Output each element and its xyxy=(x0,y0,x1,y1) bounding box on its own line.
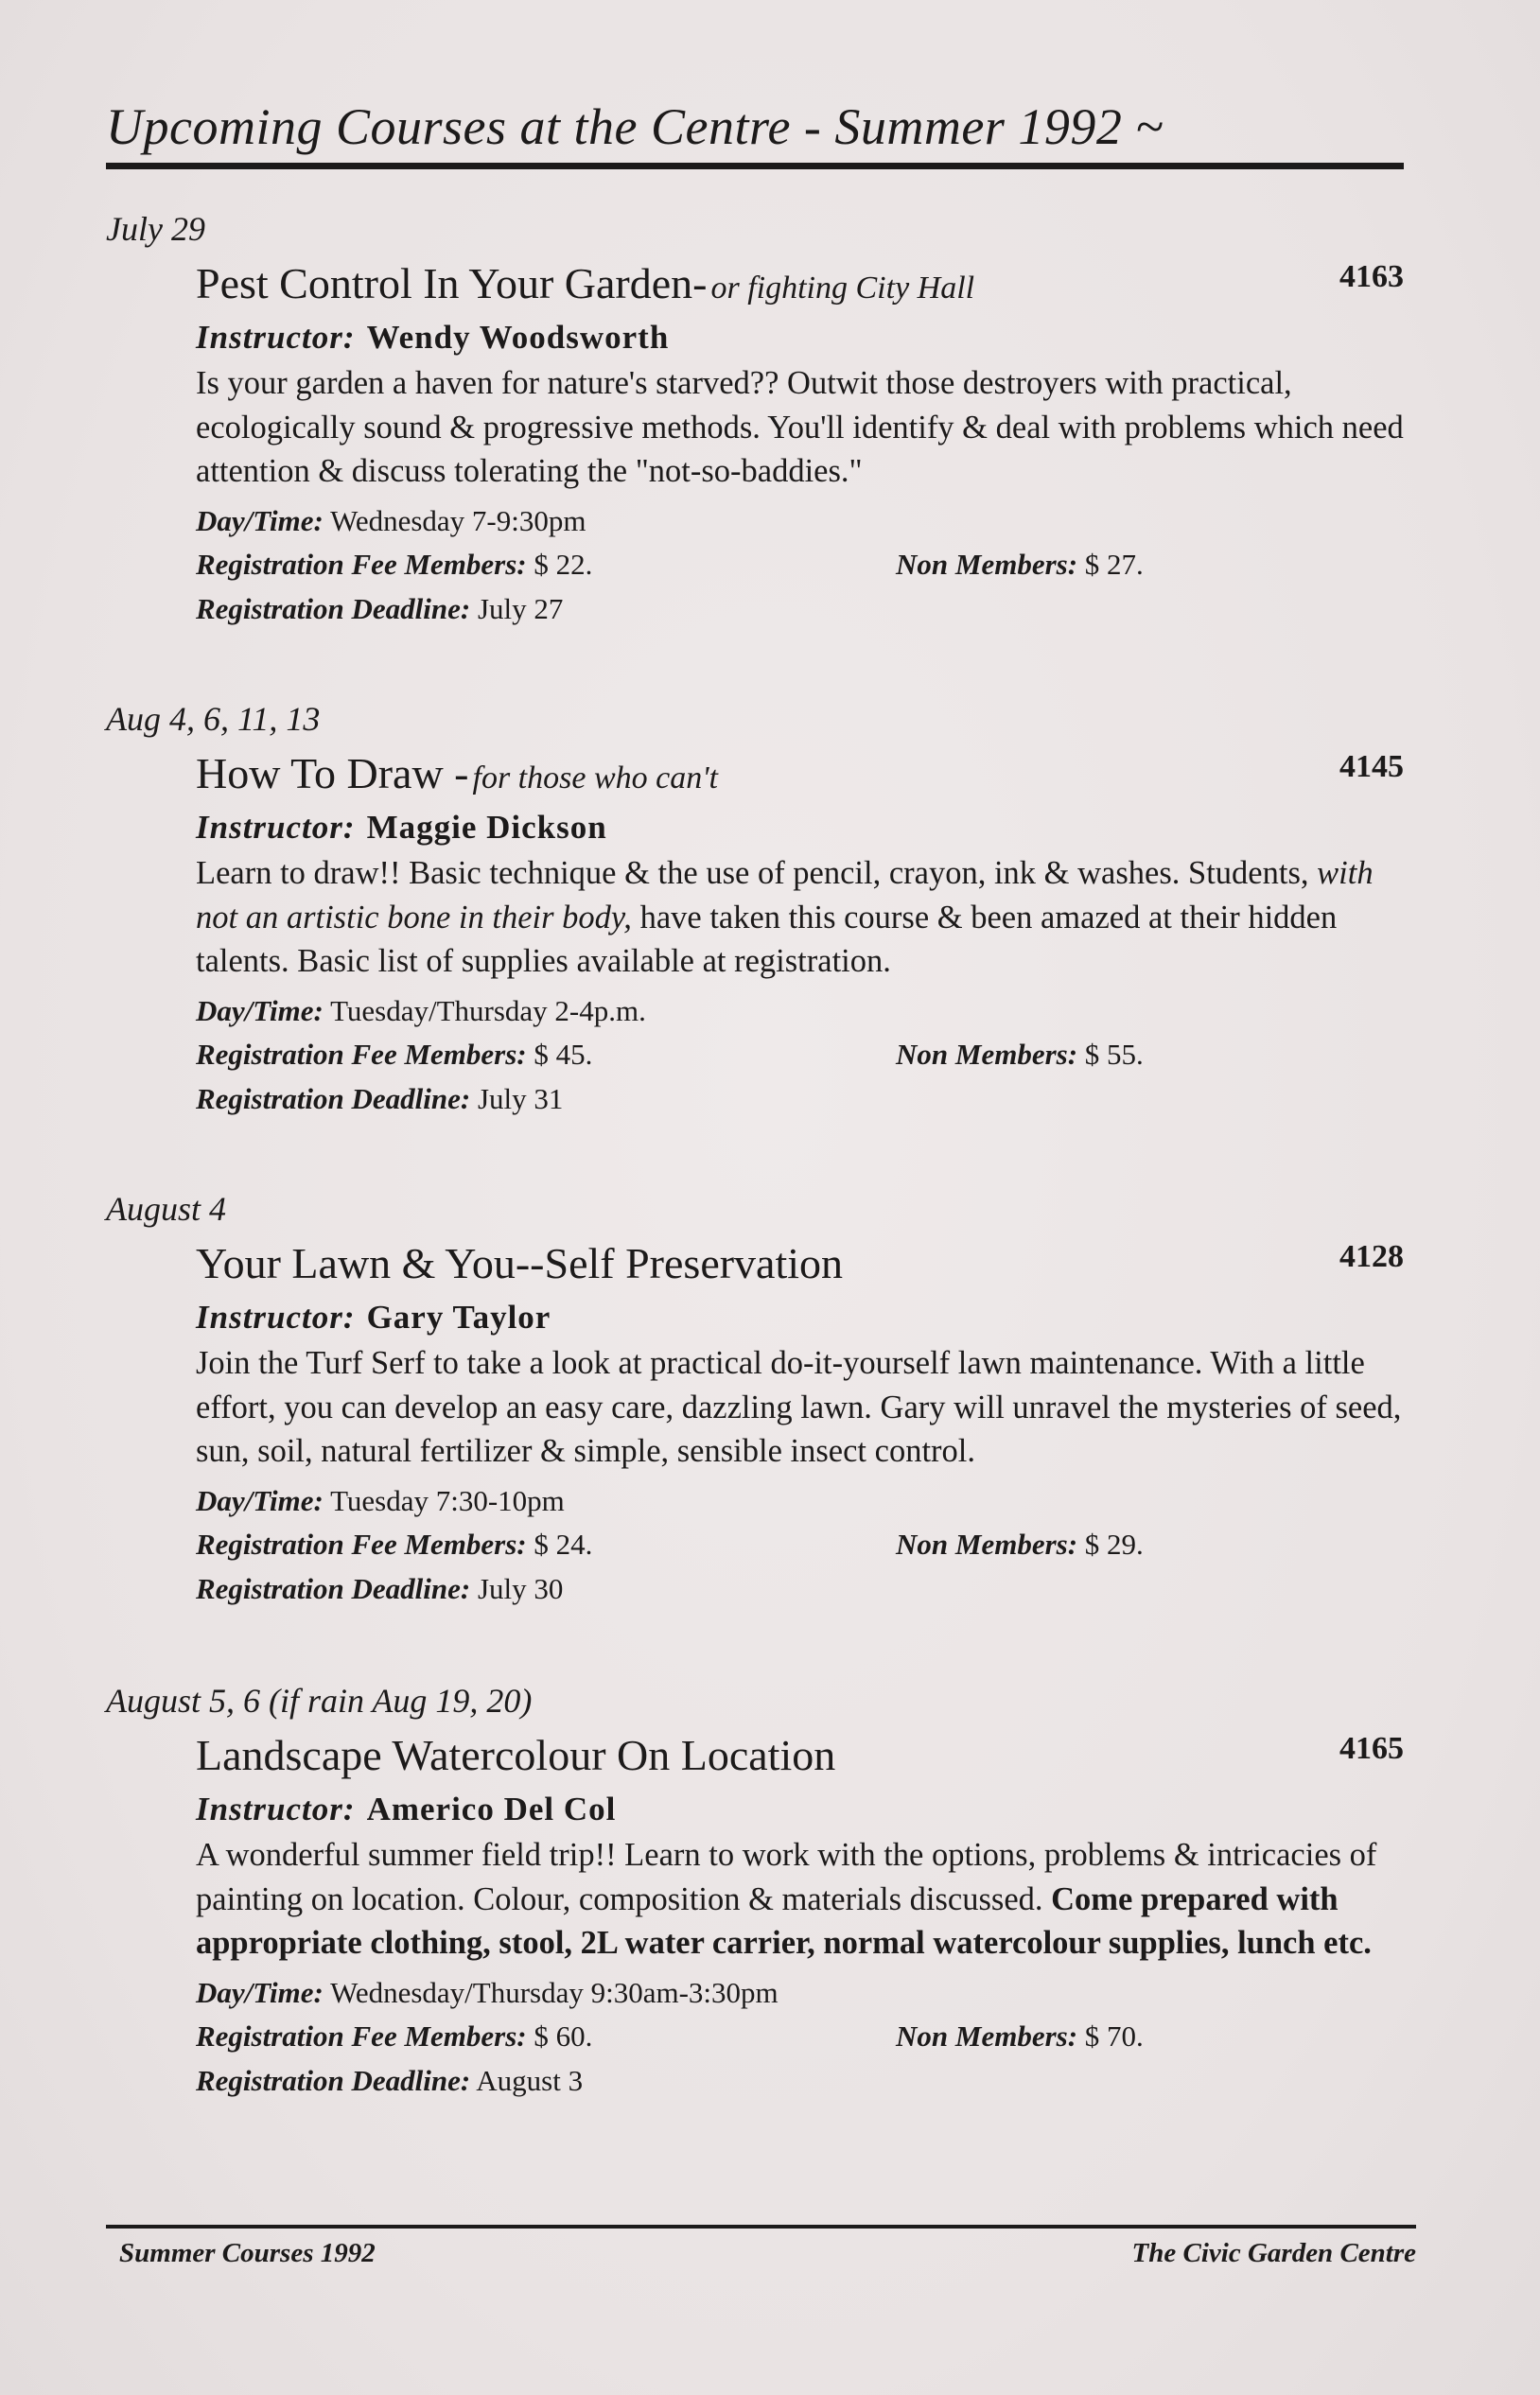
daytime-value: Wednesday/Thursday 9:30am-3:30pm xyxy=(330,1975,779,2009)
daytime-value: Tuesday/Thursday 2-4p.m. xyxy=(330,993,646,1027)
deadline-value: August 3 xyxy=(476,2063,584,2097)
fee-nonmembers-label: Non Members: xyxy=(896,548,1078,581)
course-title: How To Draw - xyxy=(196,749,469,797)
description-bold: Come prepared with appropriate clothing, stool, 2L water carrier, normal watercolour supplies, lunch etc. xyxy=(196,1880,1372,1961)
deadline-value: July 31 xyxy=(477,1081,564,1115)
daytime-value: Wednesday 7-9:30pm xyxy=(330,503,586,537)
deadline-label: Registration Deadline: xyxy=(196,1081,471,1115)
description-text: A wonderful summer field trip!! Learn to work with the options, problems & intricacies of painting on location. Colour, composition & materials discussed. xyxy=(196,1837,1377,1917)
course-title: Your Lawn & You--Self Preservation xyxy=(196,1239,844,1287)
course-entry xyxy=(106,208,1404,631)
course-meta xyxy=(196,499,1404,632)
page-footer xyxy=(106,2225,1416,2276)
course-title-row xyxy=(196,747,1404,806)
fee-nonmembers-value: $ 29. xyxy=(1084,1528,1144,1561)
daytime-label: Day/Time: xyxy=(196,1975,324,2009)
instructor-label: Instructor: xyxy=(196,319,356,356)
instructor-name: Wendy Woodsworth xyxy=(366,319,670,356)
course-date: Aug 4, 6, 11, 13 xyxy=(106,700,321,738)
course-title-row xyxy=(196,1237,1404,1296)
course-subtitle: for those who can't xyxy=(472,760,718,795)
fee-members-value: $ 24. xyxy=(534,1528,593,1561)
course-meta xyxy=(196,989,1404,1122)
instructor-name: Gary Taylor xyxy=(366,1299,551,1336)
course-entry xyxy=(106,1188,1404,1611)
fee-nonmembers-label: Non Members: xyxy=(896,2019,1078,2053)
daytime-value: Tuesday 7:30-10pm xyxy=(330,1483,565,1517)
course-code: 4163 xyxy=(1339,259,1404,294)
course-date: August 4 xyxy=(106,1190,227,1228)
fee-members-value: $ 45. xyxy=(534,1038,593,1071)
instructor-line xyxy=(196,316,1404,359)
course-description xyxy=(196,1833,1404,1966)
instructor-label: Instructor: xyxy=(196,809,356,846)
course-title: Landscape Watercolour On Location xyxy=(196,1731,836,1779)
fee-members-label: Registration Fee Members: xyxy=(196,1038,527,1071)
course-entry xyxy=(106,698,1404,1121)
fee-members-label: Registration Fee Members: xyxy=(196,548,527,581)
fee-members-value: $ 60. xyxy=(534,2019,593,2053)
instructor-label: Instructor: xyxy=(196,1791,356,1827)
footer-right-text: The Civic Garden Centre xyxy=(1131,2238,1416,2268)
description-text: have taken this course & been amazed at their hidden talents. Basic list of supplies available at registration. xyxy=(196,899,1338,979)
instructor-name: Maggie Dickson xyxy=(366,809,607,846)
deadline-label: Registration Deadline: xyxy=(196,2063,471,2097)
fee-members-label: Registration Fee Members: xyxy=(196,2019,527,2053)
deadline-value: July 27 xyxy=(477,591,564,625)
course-entry xyxy=(106,1680,1404,2103)
course-description xyxy=(196,851,1404,984)
instructor-line xyxy=(196,1788,1404,1831)
page-header xyxy=(106,98,1404,169)
course-meta xyxy=(196,1971,1404,2104)
description-emphasis: with not an artistic bone in their body, xyxy=(196,855,1374,935)
fee-nonmembers-label: Non Members: xyxy=(896,1528,1078,1561)
course-code: 4165 xyxy=(1339,1731,1404,1766)
fee-nonmembers-value: $ 70. xyxy=(1084,2019,1144,2053)
course-description: Is your garden a haven for nature's starved?? Outwit those destroyers with practical, ecologically sound & progressive methods. You'll identify & deal with problems which need attention & discuss tolerating the "not-so-baddies." xyxy=(196,365,1404,489)
fee-members-value: $ 22. xyxy=(534,548,593,581)
course-title: Pest Control In Your Garden- xyxy=(196,259,708,307)
course-date: August 5, 6 (if rain Aug 19, 20) xyxy=(106,1682,533,1720)
fee-nonmembers-value: $ 55. xyxy=(1084,1038,1144,1071)
course-title-row xyxy=(196,1729,1404,1788)
instructor-name: Americo Del Col xyxy=(366,1791,617,1827)
header-rule xyxy=(106,163,1404,169)
course-description: Join the Turf Serf to take a look at practical do-it-yourself lawn maintenance. With a little effort, you can develop an easy care, dazzling lawn. Gary will unravel the mysteries of seed, sun, soil, natural fertilizer & simple, sensible insect control. xyxy=(196,1345,1402,1469)
deadline-label: Registration Deadline: xyxy=(196,591,471,625)
instructor-label: Instructor: xyxy=(196,1299,356,1336)
course-subtitle: or fighting City Hall xyxy=(710,271,975,306)
daytime-label: Day/Time: xyxy=(196,1483,324,1517)
course-code: 4145 xyxy=(1339,749,1404,784)
deadline-value: July 30 xyxy=(477,1571,564,1605)
daytime-label: Day/Time: xyxy=(196,993,324,1027)
description-text: Learn to draw!! Basic technique & the use of pencil, crayon, ink & washes. Students, xyxy=(196,855,1309,891)
footer-rule xyxy=(106,2225,1416,2229)
course-code: 4128 xyxy=(1339,1239,1404,1274)
course-meta xyxy=(196,1479,1404,1612)
deadline-label: Registration Deadline: xyxy=(196,1571,471,1605)
fee-members-label: Registration Fee Members: xyxy=(196,1528,527,1561)
instructor-line xyxy=(196,1296,1404,1339)
instructor-line xyxy=(196,806,1404,849)
course-date: July 29 xyxy=(106,210,205,248)
daytime-label: Day/Time: xyxy=(196,503,324,537)
page-title: Upcoming Courses at the Centre - Summer 1992 ~ xyxy=(106,98,1164,155)
fee-nonmembers-value: $ 27. xyxy=(1084,548,1144,581)
fee-nonmembers-label: Non Members: xyxy=(896,1038,1078,1071)
course-title-row xyxy=(196,257,1404,316)
footer-left-text: Summer Courses 1992 xyxy=(119,2238,376,2268)
